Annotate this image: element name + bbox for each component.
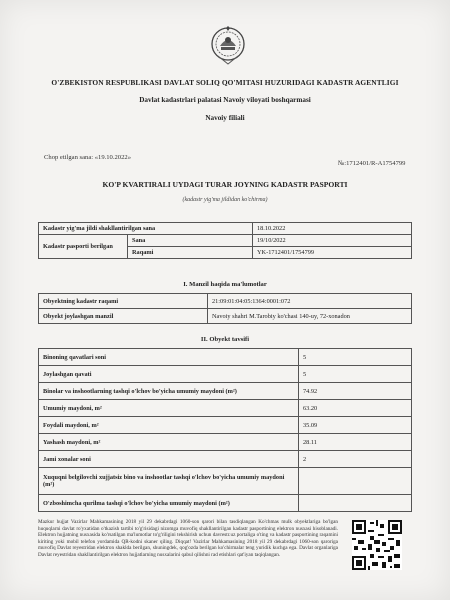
- living-area-value: 28.11: [299, 434, 412, 451]
- useful-area-value: 35.09: [299, 417, 412, 434]
- floor-value: 5: [299, 366, 412, 383]
- formed-date-value: 18.10.2022: [253, 223, 412, 235]
- table-row: [39, 434, 412, 451]
- rooms-value: 2: [299, 451, 412, 468]
- document-number: №:1712401/R-A1754799: [338, 160, 406, 167]
- legal-notice: Mazkur hujjat Vazirlar Mahkamasining 2018 yil 29 dekabrdagi 1060-son qarori bilan tasdiqlangan Ko'chmas mulk obyektlariga bo'lgan huquqlarni davlat ro'yxatidan o'tkazish tartibi to'g'risidagi nizomga muvofiq shakllantirilgan kadastr pasportining elektron nusxasi hisoblanadi. Elektron hujjatning nusxasida ko'rsatilgan ma'lumotlar to'g'riligini tekshirish uchun davrestr.uz portaliga o'ting va kadastr pasportining raqamini kiriting yoki mobil telefon yordamida QR-kodni skaner qiling. Diqqat! Vazirlar Mahkamasining 2018 yil 29 dekabrdagi 1060-son qaroriga muvofiq Davlat reyestridan elektron shaklda berilgan, shuningdek, qog'ozda berilgan ko'chirmalar teng yuridik kuchga ega. Davlat organlariga Davlat reyestridan shakllantirilgan elektron hujjatlarning nusxalarini qabul qilishni rad etishlari qat'iyan taqiqlangan.: [38, 519, 338, 558]
- address-value: Navoiy shahri M.Tarobiy ko'chasi 140-uy, 72-xonadon: [208, 309, 412, 324]
- external-area-value: 74.92: [299, 383, 412, 400]
- table-row: [39, 349, 412, 366]
- document-title: KO'P KVARTIRALI UYDAGI TURAR JOYNING KADASTR PASPORTI: [102, 180, 348, 189]
- qr-code-icon[interactable]: [352, 520, 402, 570]
- description-table: [38, 348, 412, 512]
- issue-date-value: 19/10/2022: [253, 235, 412, 247]
- floors-label: Binoning qavatlari soni: [39, 349, 299, 366]
- undocumented-area-label: Xuquqni belgilovchi xujjatsiz bino va inshootlar tashqi o'lchov bo'yicha umumiy maydoni (m²): [39, 468, 299, 495]
- address-label: Obyekt joylashgan manzil: [39, 309, 208, 324]
- table-row: [39, 468, 412, 495]
- external-area-label: Binolar va inshootlarning tashqi o'lchov bo'yicha umumiy maydoni (m²): [39, 383, 299, 400]
- undocumented-area-value: [299, 468, 412, 495]
- section-address-title: I. Manzil haqida ma'lumotlar: [183, 281, 267, 288]
- floors-value: 5: [299, 349, 412, 366]
- table-row: [39, 309, 412, 324]
- document-subtitle: (kadastr yig'ma jildidan ko'chirma): [182, 197, 268, 203]
- living-area-label: Yashash maydoni, m²: [39, 434, 299, 451]
- agency-title: O'ZBEKISTON RESPUBLIKASI DAVLAT SOLIQ QO'MITASI HUZURIDAGI KADASTR AGENTLIGI: [51, 78, 399, 87]
- floor-label: Joylashgan qavati: [39, 366, 299, 383]
- section-description-title: II. Obyekt tavsifi: [200, 336, 250, 343]
- address-table: [38, 293, 412, 324]
- issue-info-table: [38, 222, 412, 259]
- table-row: [39, 400, 412, 417]
- table-row: [39, 383, 412, 400]
- branch-title: Navoiy filiali: [205, 114, 245, 122]
- issue-number-value: YK-1712401/1754799: [253, 247, 412, 259]
- cadastral-number-value: 21:09:01:04:05:1364:0001:072: [208, 294, 412, 309]
- table-row: [39, 417, 412, 434]
- table-row: [39, 294, 412, 309]
- issue-date-label: Sana: [128, 235, 253, 247]
- table-row: [39, 366, 412, 383]
- table-row: [39, 495, 412, 512]
- useful-area-label: Foydali maydoni, m²: [39, 417, 299, 434]
- printed-date: Chop etilgan sana: «19.10.2022»: [44, 154, 131, 161]
- formed-date-label: Kadastr yig'ma jildi shakllantirilgan sana: [39, 223, 253, 235]
- issued-label: Kadastr pasporti berilgan: [39, 235, 128, 259]
- table-row: [39, 451, 412, 468]
- chamber-title: Davlat kadastrlari palatasi Navoiy viloyati boshqarmasi: [139, 96, 311, 104]
- total-area-value: 63.20: [299, 400, 412, 417]
- total-area-label: Umumiy maydoni, m²: [39, 400, 299, 417]
- state-emblem-icon: [209, 26, 247, 66]
- cadastral-number-label: Obyektning kadastr raqami: [39, 294, 208, 309]
- unauthorized-area-value: [299, 495, 412, 512]
- issue-number-label: Raqami: [128, 247, 253, 259]
- unauthorized-area-label: O'zboshimcha qurilma tashqi o'lchov bo'yicha umumiy maydoni (m²): [39, 495, 299, 512]
- rooms-label: Jami xonalar soni: [39, 451, 299, 468]
